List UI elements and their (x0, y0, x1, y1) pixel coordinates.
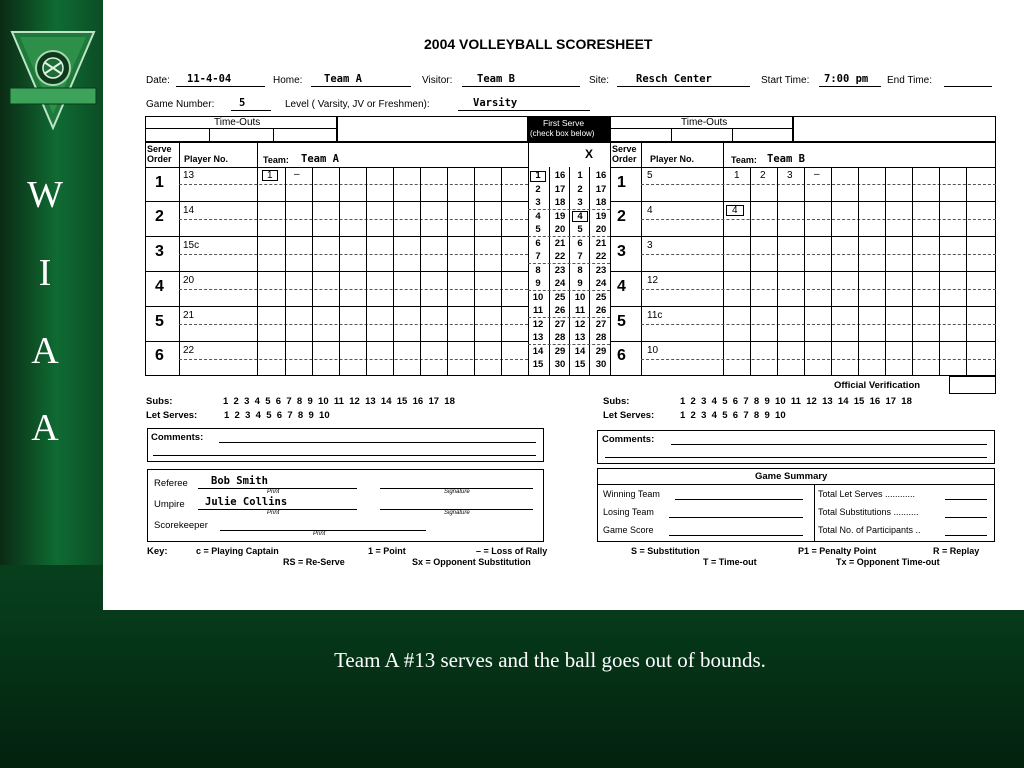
score-number[interactable]: 30 (554, 359, 566, 370)
right-player-number: 11c (647, 310, 663, 321)
left-team-label: Team: (263, 155, 289, 165)
referee-label: Referee (154, 478, 188, 489)
score-number[interactable]: 18 (595, 197, 607, 208)
score-number[interactable]: 4 (535, 210, 541, 222)
score-number[interactable]: 19 (595, 210, 607, 222)
left-player-number: 22 (183, 345, 195, 356)
total-let-serves-label: Total Let Serves ............ (818, 489, 916, 499)
right-subs-numbers: 1 2 3 4 5 6 7 8 9 10 11 12 13 14 15 16 17 18 (680, 396, 912, 407)
left-comments-box[interactable] (147, 428, 544, 462)
scoresheet (103, 0, 1024, 610)
score-number[interactable]: 25 (595, 291, 607, 303)
score-number[interactable]: 27 (595, 318, 607, 330)
right-comments-box[interactable] (597, 430, 995, 464)
score-number[interactable]: 28 (554, 332, 566, 343)
score-number[interactable]: 23 (554, 264, 566, 276)
score-number[interactable]: 7 (577, 251, 583, 262)
score-number[interactable]: 26 (595, 305, 607, 316)
score-number[interactable]: 19 (554, 210, 566, 222)
score-number[interactable]: 29 (554, 345, 566, 357)
left-serve-order: 5 (155, 313, 164, 330)
print-caption: Print (267, 510, 280, 516)
game-summary-title: Game Summary (755, 471, 828, 482)
key-item: R = Replay (933, 546, 980, 556)
right-serve-order-label: Order (612, 154, 637, 164)
key-item: P1 = Penalty Point (798, 546, 877, 556)
score-number[interactable]: 17 (554, 183, 566, 195)
first-serve-mark: X (585, 147, 594, 161)
date-label: Date: (146, 75, 170, 86)
key-item: 1 = Point (368, 546, 406, 556)
score-number[interactable]: 4 (577, 210, 583, 222)
end-time-label: End Time: (887, 75, 933, 86)
score-mark-box (572, 211, 588, 222)
key-item: S = Substitution (631, 546, 700, 556)
left-player-no-label: Player No. (184, 154, 229, 164)
score-number[interactable]: 9 (535, 278, 541, 289)
left-point-mark: 1 (267, 170, 273, 181)
score-number[interactable]: 12 (532, 318, 544, 330)
left-timeouts-label: Time-Outs (214, 117, 261, 128)
right-serve-order: 6 (617, 347, 626, 364)
home-label: Home: (273, 75, 303, 86)
losing-team-label: Losing Team (603, 507, 654, 517)
date-value: 11-4-04 (187, 73, 232, 85)
first-serve-hint: (check box below) (530, 129, 595, 138)
score-mark-box (530, 171, 546, 182)
right-comments-label: Comments: (602, 434, 655, 445)
score-number[interactable]: 13 (574, 332, 586, 343)
score-number[interactable]: 3 (577, 197, 583, 208)
score-number[interactable]: 30 (595, 359, 607, 370)
score-number[interactable]: 8 (577, 264, 583, 276)
left-let-serves-label: Let Serves: (146, 410, 198, 421)
key-item: T = Time-out (703, 557, 757, 567)
right-serve-order: 3 (617, 243, 626, 260)
game-number-value: 5 (239, 97, 246, 109)
right-timeouts-label: Time-Outs (681, 117, 728, 128)
left-let-serves-numbers: 1 2 3 4 5 6 7 8 9 10 (224, 410, 330, 421)
side-letter: W (27, 174, 63, 216)
key-item: Sx = Opponent Substitution (412, 557, 531, 567)
key-item: Tx = Opponent Time-out (836, 557, 940, 567)
score-number[interactable]: 8 (535, 264, 541, 276)
umpire-label: Umpire (154, 499, 185, 510)
score-number[interactable]: 23 (595, 264, 607, 276)
score-number[interactable]: 28 (595, 332, 607, 343)
score-number[interactable]: 1 (577, 170, 583, 181)
right-team-name: Team B (767, 153, 805, 165)
score-number[interactable]: 12 (574, 318, 586, 330)
level-label: Level ( Varsity, JV or Freshmen): (285, 99, 430, 110)
score-number[interactable]: 21 (595, 237, 607, 249)
score-number[interactable]: 16 (554, 170, 566, 181)
right-point-mark: 2 (760, 170, 766, 181)
score-number[interactable]: 2 (577, 183, 583, 195)
slide-sidebar (0, 0, 103, 565)
key-item: RS = Re-Serve (283, 557, 345, 567)
score-number[interactable]: 14 (574, 345, 586, 357)
left-serve-order: 6 (155, 347, 164, 364)
start-time-value: 7:00 pm (824, 73, 869, 85)
right-player-number: 5 (647, 170, 653, 181)
right-point-mark: 1 (734, 170, 740, 181)
score-number[interactable]: 3 (535, 197, 541, 208)
right-serve-order: 4 (617, 278, 626, 295)
left-player-number: 20 (183, 275, 195, 286)
total-participants-label: Total No. of Participants .. (818, 525, 921, 535)
score-number[interactable]: 22 (595, 251, 607, 262)
right-serve-order: 5 (617, 313, 626, 330)
score-number[interactable]: 11 (532, 305, 544, 316)
key-item: c = Playing Captain (196, 546, 279, 556)
score-number[interactable]: 6 (535, 237, 541, 249)
left-team-name: Team A (301, 153, 339, 165)
visitor-label: Visitor: (422, 75, 453, 86)
right-player-number: 3 (647, 240, 653, 251)
left-serve-order: 4 (155, 278, 164, 295)
score-number[interactable]: 10 (574, 291, 586, 303)
left-player-number: 21 (183, 310, 195, 321)
start-time-label: Start Time: (761, 75, 810, 86)
key-item: – = Loss of Rally (476, 546, 548, 556)
score-number[interactable]: 2 (535, 183, 541, 195)
score-number[interactable]: 25 (554, 291, 566, 303)
score-number[interactable]: 16 (595, 170, 607, 181)
left-serve-order: 1 (155, 174, 164, 191)
right-let-serves-numbers: 1 2 3 4 5 6 7 8 9 10 (680, 410, 786, 421)
key-label: Key: (147, 546, 168, 557)
score-number[interactable]: 15 (574, 359, 586, 370)
left-subs-numbers: 1 2 3 4 5 6 7 8 9 10 11 12 13 14 15 16 17 18 (223, 396, 455, 407)
score-number[interactable]: 22 (554, 251, 566, 262)
game-number-label: Game Number: (146, 99, 215, 110)
score-number[interactable]: 15 (532, 359, 544, 370)
left-player-number: 13 (183, 170, 195, 181)
score-number[interactable]: 7 (535, 251, 541, 262)
score-number[interactable]: 1 (535, 170, 541, 181)
score-number[interactable]: 24 (595, 278, 607, 289)
score-number[interactable]: 5 (577, 224, 583, 235)
left-subs-label: Subs: (146, 396, 173, 407)
score-number[interactable]: 20 (595, 224, 607, 235)
score-number[interactable]: 18 (554, 197, 566, 208)
scorekeeper-label: Scorekeeper (154, 520, 208, 531)
right-point-mark: 3 (787, 170, 793, 181)
left-loss-mark: – (294, 169, 300, 180)
right-serve-order: 2 (617, 208, 626, 225)
visitor-value: Team B (477, 73, 515, 85)
left-serve-order: 2 (155, 208, 164, 225)
right-let-serves-label: Let Serves: (603, 410, 655, 421)
slide-caption: Team A #13 serves and the ball goes out of bounds. (334, 648, 766, 672)
score-number[interactable]: 20 (554, 224, 566, 235)
sheet-title: 2004 VOLLEYBALL SCORESHEET (424, 36, 653, 52)
score-number[interactable]: 21 (554, 237, 566, 249)
left-serve-order-label: Order (147, 154, 172, 164)
referee-name: Bob Smith (211, 475, 268, 487)
winning-team-label: Winning Team (603, 489, 660, 499)
signature-caption: Signature (444, 510, 470, 516)
first-serve-label: First Serve (543, 118, 585, 128)
score-number[interactable]: 17 (595, 183, 607, 195)
right-team-label: Team: (731, 155, 757, 165)
umpire-name: Julie Collins (205, 496, 288, 508)
right-player-no-label: Player No. (650, 154, 695, 164)
print-caption: Print (267, 489, 280, 495)
level-value: Varsity (473, 97, 518, 109)
right-subs-label: Subs: (603, 396, 630, 407)
side-letter: I (38, 252, 52, 294)
score-number[interactable]: 27 (554, 318, 566, 330)
total-substitutions-label: Total Substitutions .......... (818, 507, 919, 517)
score-number[interactable]: 11 (574, 305, 586, 316)
left-serve-order: 3 (155, 243, 164, 260)
score-number[interactable]: 5 (535, 224, 541, 235)
right-point-mark: 4 (732, 205, 738, 216)
score-number[interactable]: 9 (577, 278, 583, 289)
score-number[interactable]: 6 (577, 237, 583, 249)
left-player-number: 14 (183, 205, 195, 216)
side-letter: A (31, 330, 59, 372)
game-score-label: Game Score (603, 525, 654, 535)
score-number[interactable]: 29 (595, 345, 607, 357)
left-comments-label: Comments: (151, 432, 204, 443)
site-label: Site: (589, 75, 610, 86)
left-serve-order-label: Serve (147, 144, 172, 154)
print-caption: Print (313, 531, 326, 537)
right-player-number: 12 (647, 275, 659, 286)
right-player-number: 10 (647, 345, 659, 356)
official-verification-label: Official Verification (834, 380, 921, 391)
score-number[interactable]: 26 (554, 305, 566, 316)
home-value: Team A (324, 73, 362, 85)
right-player-number: 4 (647, 205, 653, 216)
left-player-number: 15c (183, 240, 200, 251)
score-number[interactable]: 13 (532, 332, 544, 343)
site-value: Resch Center (636, 73, 712, 85)
score-number[interactable]: 10 (532, 291, 544, 303)
signature-caption: Signature (444, 489, 470, 495)
score-number[interactable]: 14 (532, 345, 544, 357)
score-number[interactable]: 24 (554, 278, 566, 289)
wiaa-logo-icon (6, 28, 100, 134)
right-loss-mark: – (814, 169, 820, 180)
right-serve-order: 1 (617, 174, 626, 191)
right-serve-order-label: Serve (612, 144, 637, 154)
side-letter: A (31, 407, 59, 449)
